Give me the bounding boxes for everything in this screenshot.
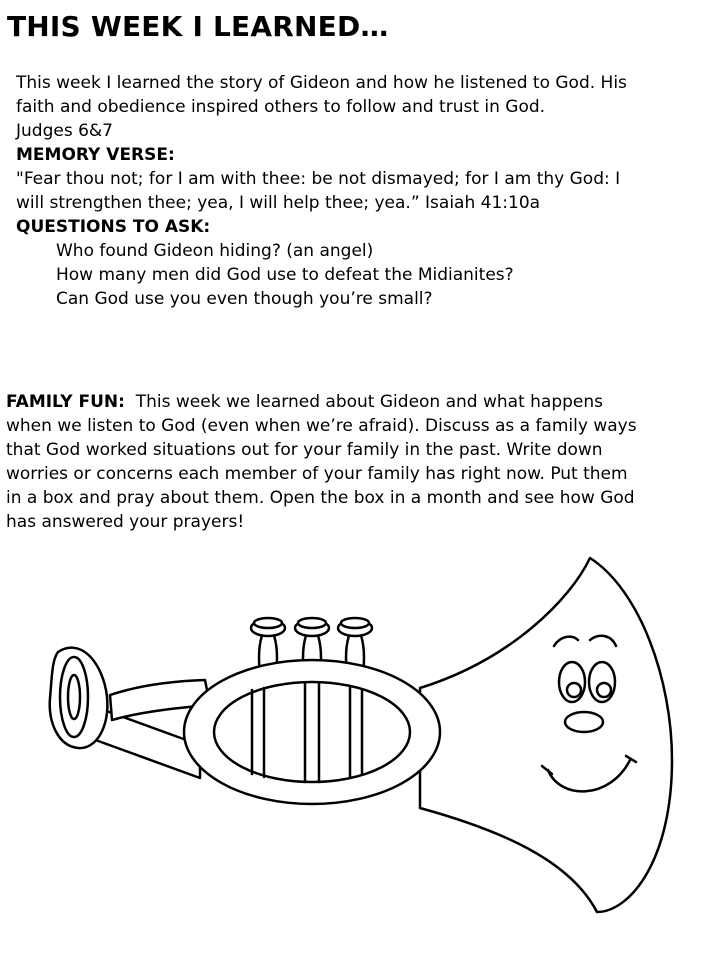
question-item: How many men did God use to defeat the Midianites? — [56, 265, 514, 285]
family-fun-line: when we listen to God (even when we’re afraid). Discuss as a family ways — [6, 416, 637, 436]
family-fun-line: has answered your prayers! — [6, 512, 245, 532]
memory-verse-heading: MEMORY VERSE: — [16, 145, 175, 165]
question-item: Who found Gideon hiding? (an angel) — [56, 241, 374, 261]
trumpet-valve-cap-top — [341, 618, 369, 628]
lesson-line: faith and obedience inspired others to follow and trust in God. — [16, 97, 546, 117]
scripture-reference: Judges 6&7 — [16, 121, 113, 141]
family-fun-section — [6, 390, 712, 534]
family-fun-label: FAMILY FUN: — [6, 392, 125, 412]
lesson-section — [16, 71, 706, 311]
family-fun-text: This week we learned about Gideon and what happens — [124, 392, 604, 412]
family-fun-line: worries or concerns each member of your family has right now. Put them — [6, 464, 628, 484]
family-fun-line — [6, 390, 712, 414]
trumpet-valve-cap-top — [298, 618, 326, 628]
pupil-right — [597, 683, 611, 697]
trumpet-mouthpiece-hole — [68, 675, 80, 719]
family-fun-line: that God worked situations out for your family in the past. Write down — [6, 440, 603, 460]
nose — [565, 712, 603, 732]
trumpet-body-inner — [214, 682, 410, 782]
trumpet-valve-cap-top — [254, 618, 282, 628]
memory-verse-line: "Fear thou not; for I am with thee: be not dismayed; for I am thy God: I — [16, 169, 621, 189]
trumpet-illustration — [0, 540, 718, 957]
question-item: Can God use you even though you’re small? — [56, 289, 433, 309]
memory-verse-line: will strengthen thee; yea, I will help thee; yea.” Isaiah 41:10a — [16, 193, 541, 213]
trumpet-bell — [420, 558, 672, 912]
page-title: THIS WEEK I LEARNED… — [7, 10, 389, 43]
family-fun-line: in a box and pray about them. Open the box in a month and see how God — [6, 488, 635, 508]
lesson-line: This week I learned the story of Gideon and how he listened to God. His — [16, 73, 627, 93]
questions-heading: QUESTIONS TO ASK: — [16, 217, 211, 237]
pupil-left — [567, 683, 581, 697]
